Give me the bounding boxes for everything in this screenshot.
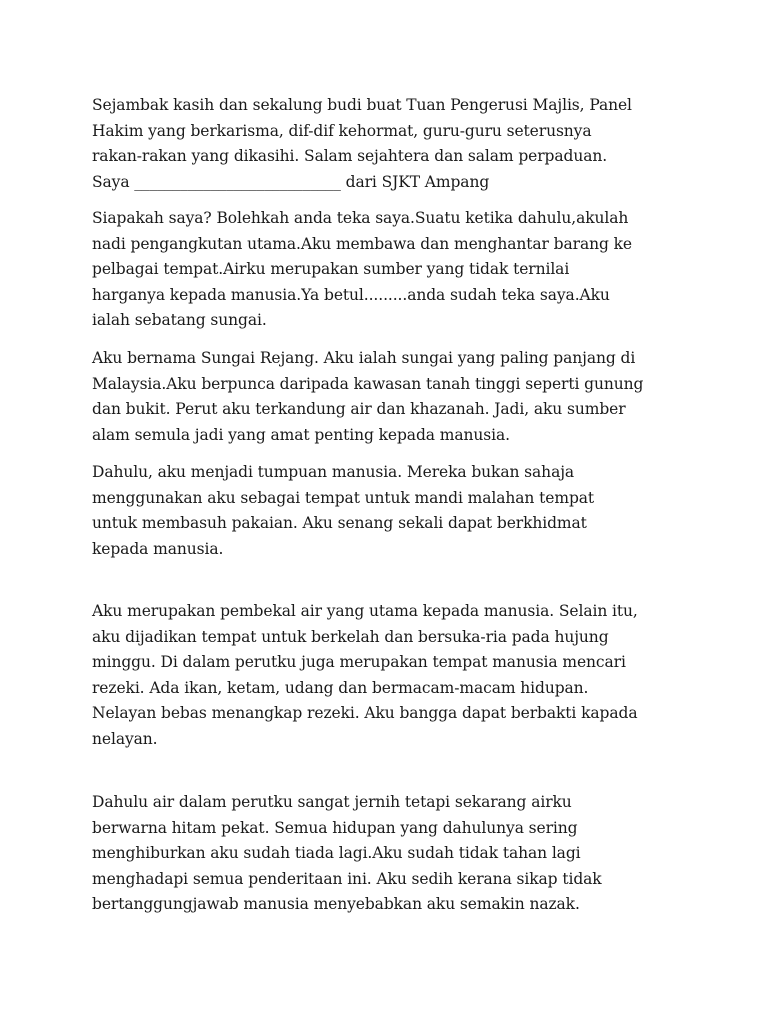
text-line: menghadapi semua penderitaan ini. Aku sedih kerana sikap tidak bbox=[92, 869, 602, 888]
text-line: Nelayan bebas menangkap rezeki. Aku bangga dapat berbakti kapada bbox=[92, 704, 638, 722]
text-line: rezeki. Ada ikan, ketam, udang dan bermacam-macam hidupan. bbox=[92, 678, 589, 697]
paragraph-pembekal-air bbox=[92, 599, 692, 752]
text-line: Aku merupakan pembekal air yang utama kepada manusia. Selain itu, bbox=[92, 602, 638, 620]
paragraph-pencemaran bbox=[92, 790, 692, 918]
text-line: rakan-rakan yang dikasihi. Salam sejahtera dan salam perpaduan. bbox=[92, 147, 608, 165]
text-line: kepada manusia. bbox=[92, 539, 224, 558]
paragraph-sungai-rejang bbox=[92, 346, 692, 448]
text-line: minggu. Di dalam perutku juga merupakan tempat manusia mencari bbox=[92, 653, 626, 671]
text-line: menggunakan aku sebagai tempat untuk mandi malahan tempat bbox=[92, 488, 595, 507]
paragraph-tumpuan bbox=[92, 460, 692, 562]
text-line: Malaysia.Aku berpunca daripada kawasan tanah tinggi seperti gunung bbox=[92, 374, 644, 393]
text-line: berwarna hitam pekat. Semua hidupan yang dahulunya sering bbox=[92, 818, 578, 837]
text-line: ialah sebatang sungai. bbox=[92, 311, 267, 329]
text-line: Saya ___________________________ dari SJKT Ampang bbox=[92, 172, 490, 191]
text-line: Hakim yang berkarisma, dif-dif kehormat, guru-guru seterusnya bbox=[92, 121, 592, 140]
paragraph-riddle bbox=[92, 206, 692, 334]
text-line: Sejambak kasih dan sekalung budi buat Tuan Pengerusi Majlis, Panel bbox=[92, 96, 632, 114]
text-line: dan bukit. Perut aku terkandung air dan khazanah. Jadi, aku sumber bbox=[92, 400, 626, 418]
text-line: nadi pengangkutan utama.Aku membawa dan menghantar barang ke bbox=[92, 234, 632, 253]
text-line: bertanggungjawab manusia menyebabkan aku semakin nazak. bbox=[92, 895, 580, 913]
text-line: Aku bernama Sungai Rejang. Aku ialah sungai yang paling panjang di bbox=[92, 349, 636, 367]
text-line: nelayan. bbox=[92, 729, 158, 748]
text-line: menghiburkan aku sudah tiada lagi.Aku sudah tidak tahan lagi bbox=[92, 844, 581, 862]
text-line: harganya kepada manusia.Ya betul.........anda sudah teka saya.Aku bbox=[92, 285, 610, 304]
paragraph-greeting bbox=[92, 93, 692, 195]
text-line: Dahulu air dalam perutku sangat jernih tetapi sekarang airku bbox=[92, 793, 572, 811]
text-line: pelbagai tempat.Airku merupakan sumber yang tidak ternilai bbox=[92, 260, 570, 278]
text-line: alam semula jadi yang amat penting kepada manusia. bbox=[92, 425, 510, 444]
text-line: Siapakah saya? Bolehkah anda teka saya.Suatu ketika dahulu,akulah bbox=[92, 209, 629, 227]
text-line: aku dijadikan tempat untuk berkelah dan bersuka-ria pada hujung bbox=[92, 627, 609, 646]
text-line: untuk membasuh pakaian. Aku senang sekali dapat berkhidmat bbox=[92, 514, 587, 532]
text-line: Dahulu, aku menjadi tumpuan manusia. Mereka bukan sahaja bbox=[92, 463, 575, 481]
